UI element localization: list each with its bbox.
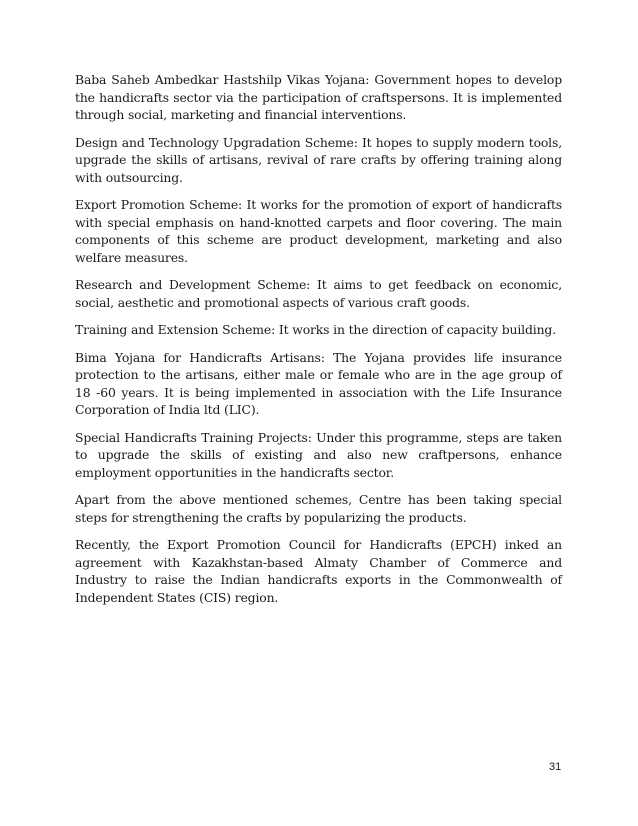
paragraph-ambedkar-hastshilp: Baba Saheb Ambedkar Hastshilp Vikas Yojana: Government hopes to develop the handicrafts sector via the participation of craftspersons. It is implemented through social, marketing and financial interventions. xyxy=(75,72,562,122)
paragraph-export-promotion: Export Promotion Scheme: It works for the promotion of export of handicrafts with special emphasis on hand-knotted carpets and floor covering. The main components of this scheme are product development, marketing and also welfare measures. xyxy=(75,197,562,265)
paragraph-design-technology: Design and Technology Upgradation Scheme: It hopes to supply modern tools, upgrade the skills of artisans, revival of rare crafts by offering training along with outsourcing. xyxy=(75,134,562,185)
paragraph-special-training: Special Handicrafts Training Projects: Under this programme, steps are taken to upgrade the skills of existing and also new craftpersons, enhance employment opportunities in the handicrafts sector. xyxy=(75,429,562,480)
paragraph-bima-yojana: Bima Yojana for Handicrafts Artisans: The Yojana provides life insurance protection to the artisans, either male or female who are in the age group of 18 -60 years. It is being implemented in association with the Life Insurance Corporation of India ltd (LIC). xyxy=(75,349,562,417)
paragraph-epch-agreement: Recently, the Export Promotion Council for Handicrafts (EPCH) inked an agreement with Kazakhstan-based Almaty Chamber of Commerce and Industry to raise the Indian handicrafts exports in the Commonwealth of Independent States (CIS) region. xyxy=(75,537,562,605)
page-number: 31 xyxy=(549,761,562,773)
paragraph-training-extension: Training and Extension Scheme: It works in the direction of capacity building. xyxy=(75,322,556,337)
paragraph-centre-steps: Apart from the above mentioned schemes, Centre has been taking special steps for strengthening the crafts by popularizing the products. xyxy=(75,492,562,525)
document-body xyxy=(75,71,562,616)
paragraph-research-development: Research and Development Scheme: It aims to get feedback on economic, social, aesthetic and promotional aspects of various craft goods. xyxy=(75,277,562,310)
